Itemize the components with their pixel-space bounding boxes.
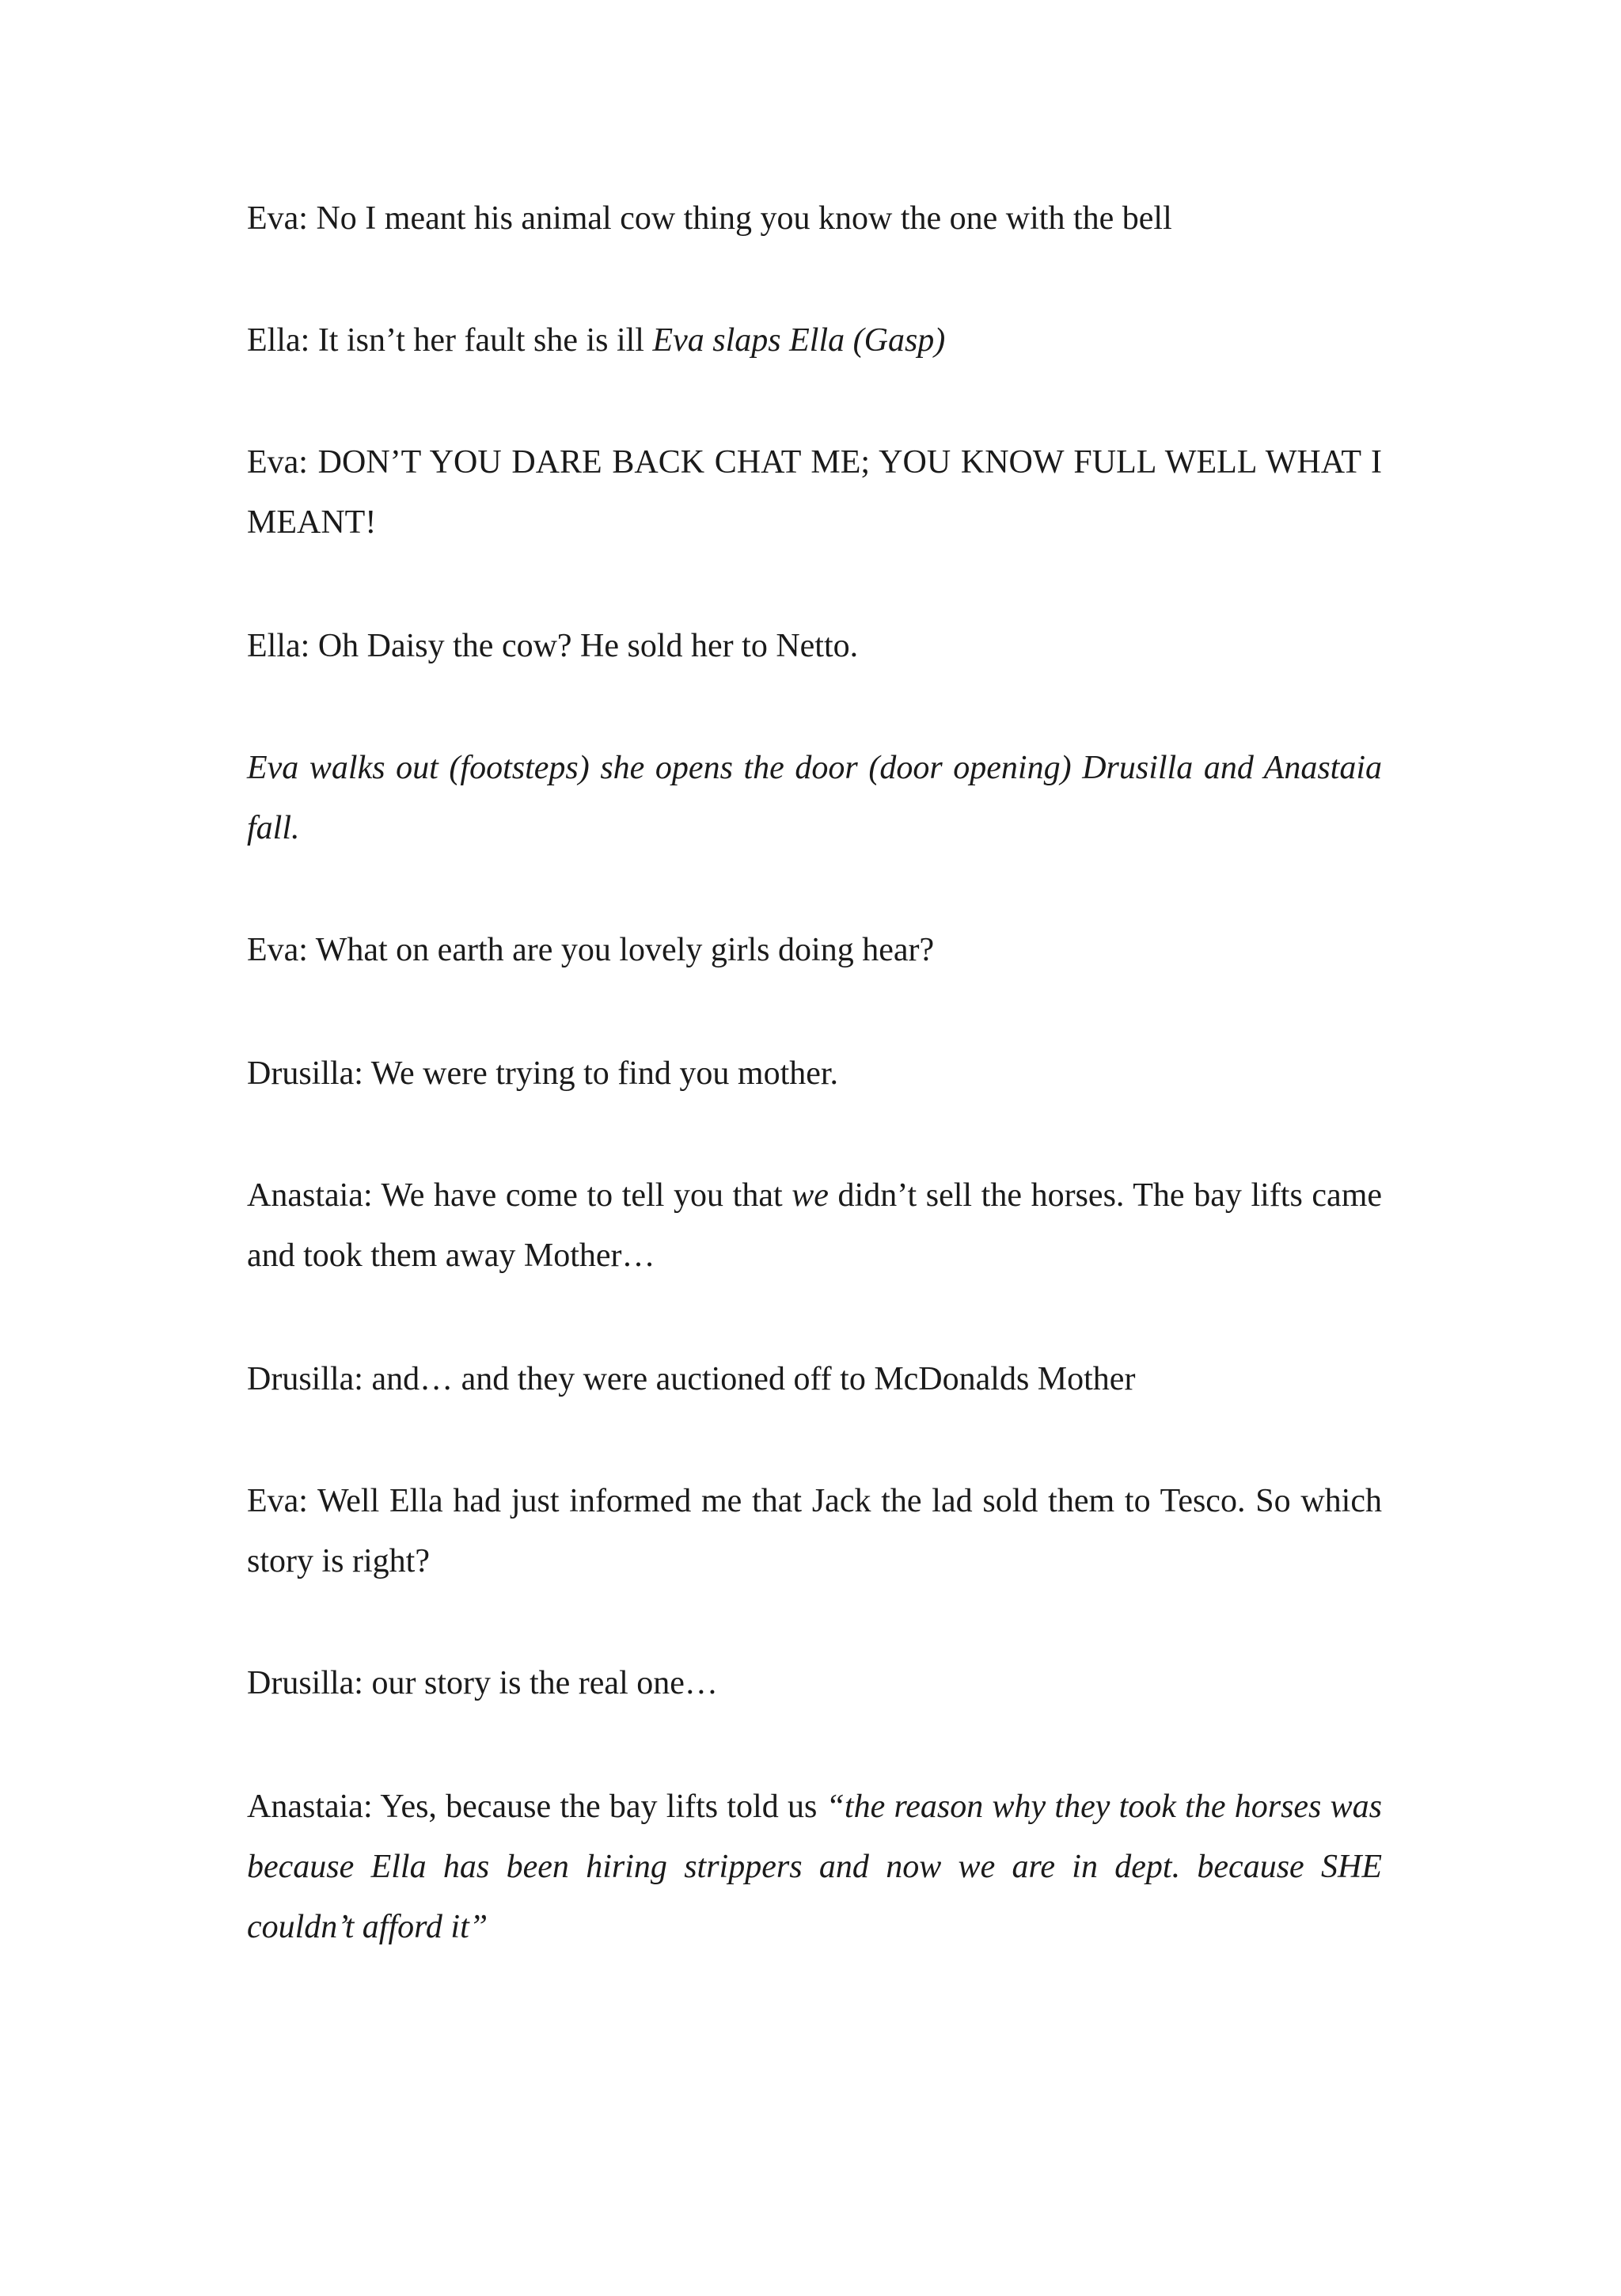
dialogue: didn’t sell the horses. The bay lifts came and took them away Mother… — [247, 1177, 1383, 1274]
stage-direction-eva-walks-out: Eva walks out (footsteps) she opens the door (door opening) Drusilla and Anastaia fall. — [247, 750, 1382, 846]
dialogue: Yes, because the bay lifts told us — [380, 1789, 818, 1825]
line-anastaia-2 — [247, 1777, 1382, 1957]
line-drusilla-3 — [247, 1653, 1382, 1713]
line-eva-3 — [247, 920, 1382, 980]
dialogue: Oh Daisy the cow? He sold her to Netto. — [317, 628, 859, 664]
stage-direction: Eva slaps Ella (Gasp) — [652, 322, 946, 359]
speaker: Eva: — [247, 200, 308, 237]
dialogue: It isn’t her fault she is ill — [317, 322, 644, 359]
speaker: Ella: — [247, 322, 310, 359]
speaker: Ella: — [247, 628, 310, 664]
speaker: Eva: — [247, 1483, 308, 1519]
speaker: Eva: — [247, 932, 308, 968]
dialogue: No I meant his animal cow thing you know the one with the bell — [316, 200, 1172, 237]
line-drusilla-1 — [247, 1043, 1382, 1104]
speaker: Drusilla: — [247, 1665, 363, 1701]
speaker: Drusilla: — [247, 1361, 363, 1397]
dialogue: and… and they were auctioned off to McDonalds Mother — [371, 1361, 1136, 1397]
dialogue: We were trying to find you mother. — [370, 1055, 839, 1092]
dialogue: DON’T YOU DARE BACK CHAT ME; YOU KNOW FULL WELL WHAT I MEANT! — [247, 444, 1383, 541]
dialogue: We have come to tell you that — [381, 1177, 783, 1214]
line-ella-2 — [247, 616, 1382, 676]
dialogue: What on earth are you lovely girls doing hear? — [315, 932, 935, 968]
line-eva-2 — [247, 432, 1382, 553]
line-eva-4 — [247, 1471, 1382, 1591]
speaker: Anastaia: — [247, 1177, 373, 1214]
speaker: Eva: — [247, 444, 308, 481]
line-drusilla-2 — [247, 1349, 1382, 1409]
dialogue: Well Ella had just informed me that Jack the lad sold them to Tesco. So which story is right? — [247, 1483, 1382, 1579]
emphasis: we — [792, 1177, 829, 1214]
line-anastaia-1 — [247, 1165, 1382, 1286]
line-eva-1 — [247, 188, 1382, 249]
speaker: Drusilla: — [247, 1055, 363, 1092]
speaker: Anastaia: — [247, 1789, 373, 1825]
dialogue: our story is the real one… — [371, 1665, 718, 1701]
quoted-speech: “the reason why they took the horses was because Ella has been hiring strippers and now we are in dept. because SHE couldn’t afford it” — [247, 1789, 1383, 1945]
line-ella-1 — [247, 310, 1382, 371]
